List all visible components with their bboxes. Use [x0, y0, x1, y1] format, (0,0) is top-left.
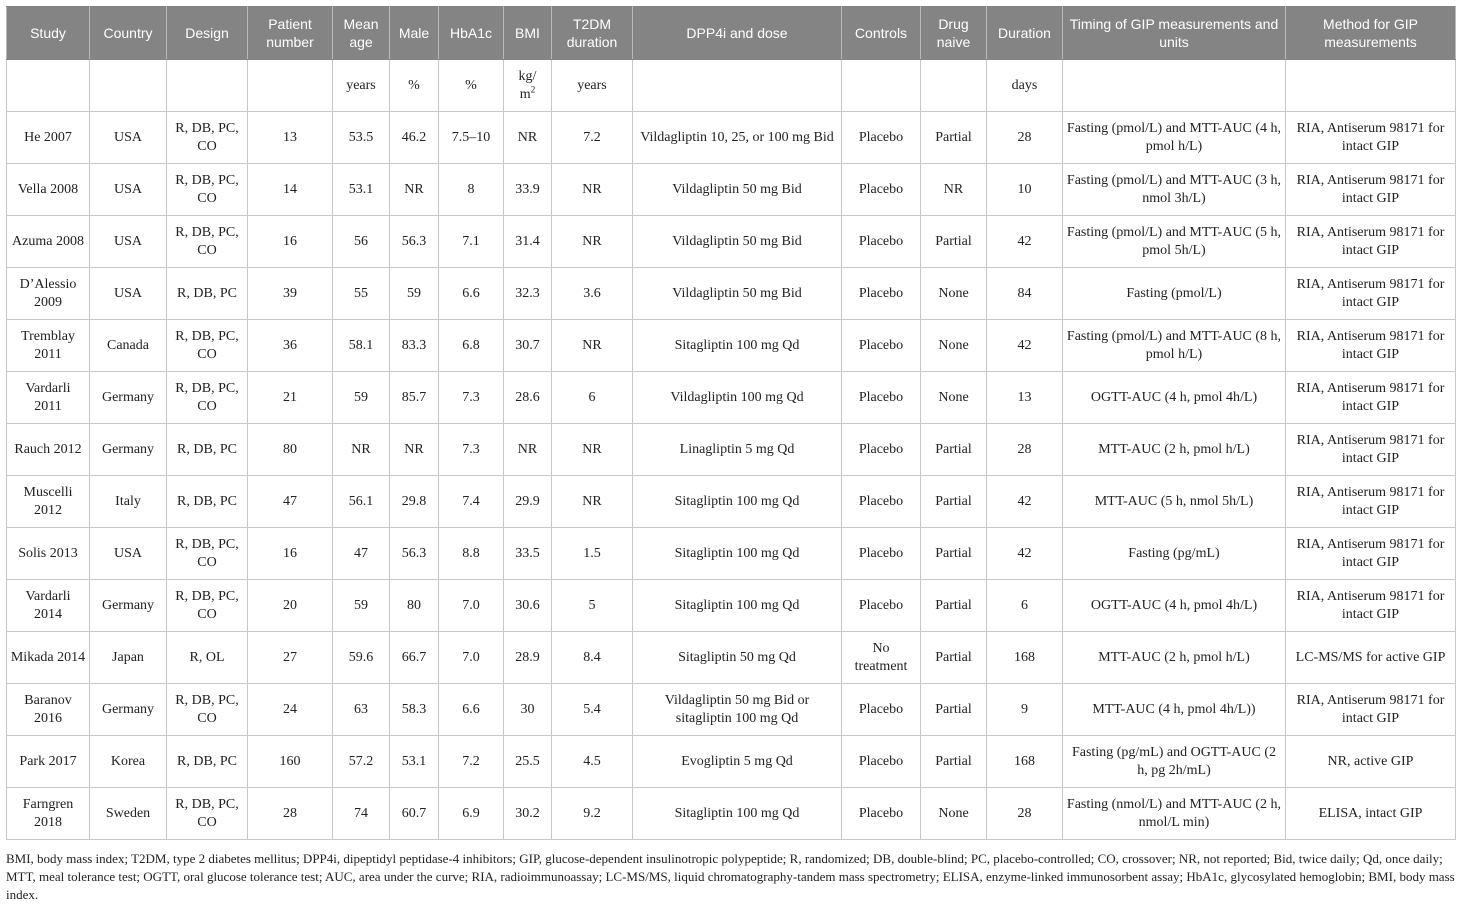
table-cell: 33.9 — [504, 164, 552, 216]
table-cell: MTT-AUC (5 h, nmol 5h/L) — [1063, 476, 1286, 528]
table-cell: 28 — [248, 788, 333, 840]
table-header-row — [7, 7, 1456, 60]
table-cell: R, DB, PC, CO — [167, 684, 248, 736]
table-cell: 13 — [248, 112, 333, 164]
table-cell: 6.8 — [439, 320, 504, 372]
table-cell: RIA, Antiserum 98171 for intact GIP — [1286, 216, 1456, 268]
table-cell: Sitagliptin 50 mg Qd — [633, 632, 842, 684]
table-cell: 25.5 — [504, 736, 552, 788]
table-cell: Placebo — [842, 788, 921, 840]
table-cell: Vildagliptin 50 mg Bid — [633, 268, 842, 320]
table-cell: 7.1 — [439, 216, 504, 268]
units-row — [7, 60, 1456, 112]
table-cell: USA — [90, 216, 167, 268]
table-cell: 20 — [248, 580, 333, 632]
column-header: DPP4i and dose — [633, 7, 842, 60]
units-cell — [842, 60, 921, 112]
table-cell: NR — [552, 476, 633, 528]
table-cell: 28.9 — [504, 632, 552, 684]
table-cell: Sweden — [90, 788, 167, 840]
table-cell: 53.5 — [333, 112, 390, 164]
table-cell: LC-MS/MS for active GIP — [1286, 632, 1456, 684]
table-cell: 10 — [987, 164, 1063, 216]
table-cell: Placebo — [842, 424, 921, 476]
table-cell: Park 2017 — [7, 736, 90, 788]
table-cell: 28 — [987, 424, 1063, 476]
table-cell: Sitagliptin 100 mg Qd — [633, 788, 842, 840]
table-cell: USA — [90, 528, 167, 580]
table-row — [7, 268, 1456, 320]
table-cell: 28 — [987, 788, 1063, 840]
table-cell: RIA, Antiserum 98171 for intact GIP — [1286, 112, 1456, 164]
units-male: % — [390, 60, 439, 112]
column-header: Timing of GIP measurements and units — [1063, 7, 1286, 60]
table-cell: MTT-AUC (4 h, pmol 4h/L)) — [1063, 684, 1286, 736]
table-cell: 6 — [987, 580, 1063, 632]
table-cell: 56 — [333, 216, 390, 268]
table-cell: 30.6 — [504, 580, 552, 632]
table-cell: Sitagliptin 100 mg Qd — [633, 580, 842, 632]
table-cell: Fasting (pmol/L) and MTT-AUC (8 h, pmol h/L) — [1063, 320, 1286, 372]
table-cell: Placebo — [842, 476, 921, 528]
table-cell: Vardarli 2011 — [7, 372, 90, 424]
table-cell: Germany — [90, 580, 167, 632]
units-cell — [1286, 60, 1456, 112]
table-cell: 29.9 — [504, 476, 552, 528]
table-row — [7, 736, 1456, 788]
table-cell: 7.0 — [439, 580, 504, 632]
table-cell: 57.2 — [333, 736, 390, 788]
table-cell: 16 — [248, 528, 333, 580]
table-cell: RIA, Antiserum 98171 for intact GIP — [1286, 164, 1456, 216]
table-cell: Placebo — [842, 684, 921, 736]
table-cell: Farngren 2018 — [7, 788, 90, 840]
table-cell: 6.6 — [439, 684, 504, 736]
table-cell: OGTT-AUC (4 h, pmol 4h/L) — [1063, 372, 1286, 424]
table-cell: MTT-AUC (2 h, pmol h/L) — [1063, 424, 1286, 476]
table-cell: Vildagliptin 10, 25, or 100 mg Bid — [633, 112, 842, 164]
table-row — [7, 424, 1456, 476]
table-cell: Germany — [90, 372, 167, 424]
table-cell: 74 — [333, 788, 390, 840]
table-cell: R, DB, PC — [167, 268, 248, 320]
table-cell: 28 — [987, 112, 1063, 164]
units-bmi-superscript: 2 — [530, 83, 536, 94]
table-cell: Fasting (nmol/L) and MTT-AUC (2 h, nmol/L min) — [1063, 788, 1286, 840]
table-cell: 60.7 — [390, 788, 439, 840]
table-cell: 58.1 — [333, 320, 390, 372]
table-cell: 56.3 — [390, 216, 439, 268]
table-cell: 9 — [987, 684, 1063, 736]
table-cell: Evogliptin 5 mg Qd — [633, 736, 842, 788]
table-cell: He 2007 — [7, 112, 90, 164]
units-bmi-line2: m — [519, 86, 531, 102]
table-cell: Vardarli 2014 — [7, 580, 90, 632]
column-header: Method for GIP measurements — [1286, 7, 1456, 60]
table-cell: 42 — [987, 528, 1063, 580]
units-t2dm: years — [552, 60, 633, 112]
table-cell: 1.5 — [552, 528, 633, 580]
table-cell: NR — [333, 424, 390, 476]
table-cell: Partial — [921, 580, 987, 632]
table-cell: Fasting (pmol/L) and MTT-AUC (4 h, pmol h/L) — [1063, 112, 1286, 164]
table-cell: R, DB, PC — [167, 424, 248, 476]
table-cell: Partial — [921, 632, 987, 684]
table-cell: R, DB, PC — [167, 736, 248, 788]
table-cell: 59 — [390, 268, 439, 320]
table-cell: NR — [552, 216, 633, 268]
table-cell: Partial — [921, 424, 987, 476]
table-cell: 53.1 — [390, 736, 439, 788]
table-cell: 9.2 — [552, 788, 633, 840]
table-cell: Sitagliptin 100 mg Qd — [633, 320, 842, 372]
table-cell: 59 — [333, 580, 390, 632]
column-header: Country — [90, 7, 167, 60]
table-cell: Sitagliptin 100 mg Qd — [633, 528, 842, 580]
table-body — [7, 60, 1456, 840]
table-cell: NR, active GIP — [1286, 736, 1456, 788]
table-row — [7, 216, 1456, 268]
table-cell: 66.7 — [390, 632, 439, 684]
table-cell: Canada — [90, 320, 167, 372]
column-header: Study — [7, 7, 90, 60]
table-cell: Vildagliptin 100 mg Qd — [633, 372, 842, 424]
table-cell: 36 — [248, 320, 333, 372]
units-cell — [1063, 60, 1286, 112]
units-cell — [633, 60, 842, 112]
table-cell: Fasting (pmol/L) and MTT-AUC (3 h, nmol 3h/L) — [1063, 164, 1286, 216]
units-cell — [90, 60, 167, 112]
table-cell: Fasting (pmol/L) and MTT-AUC (5 h, pmol 5h/L) — [1063, 216, 1286, 268]
table-cell: 8 — [439, 164, 504, 216]
table-cell: 7.2 — [439, 736, 504, 788]
units-bmi — [504, 60, 552, 112]
table-cell: Partial — [921, 736, 987, 788]
table-cell: RIA, Antiserum 98171 for intact GIP — [1286, 684, 1456, 736]
table-cell: NR — [390, 424, 439, 476]
table-cell: USA — [90, 164, 167, 216]
table-cell: No treatment — [842, 632, 921, 684]
table-cell: D’Alessio 2009 — [7, 268, 90, 320]
units-cell — [167, 60, 248, 112]
column-header: Drug naive — [921, 7, 987, 60]
table-cell: R, DB, PC, CO — [167, 164, 248, 216]
column-header: BMI — [504, 7, 552, 60]
table-cell: Placebo — [842, 216, 921, 268]
table-cell: 3.6 — [552, 268, 633, 320]
table-cell: 30.7 — [504, 320, 552, 372]
table-cell: R, DB, PC, CO — [167, 216, 248, 268]
units-bmi-base: kg/ — [518, 68, 537, 84]
table-cell: 56.1 — [333, 476, 390, 528]
table-cell: 55 — [333, 268, 390, 320]
table-cell: 53.1 — [333, 164, 390, 216]
table-cell: R, DB, PC — [167, 476, 248, 528]
table-cell: RIA, Antiserum 98171 for intact GIP — [1286, 424, 1456, 476]
table-cell: Japan — [90, 632, 167, 684]
table-cell: 32.3 — [504, 268, 552, 320]
table-cell: Vella 2008 — [7, 164, 90, 216]
table-row — [7, 788, 1456, 840]
table-cell: 29.8 — [390, 476, 439, 528]
table-cell: Fasting (pg/mL) and OGTT-AUC (2 h, pg 2h/mL) — [1063, 736, 1286, 788]
table-cell: RIA, Antiserum 98171 for intact GIP — [1286, 268, 1456, 320]
table-cell: 5 — [552, 580, 633, 632]
table-cell: ELISA, intact GIP — [1286, 788, 1456, 840]
table-cell: Sitagliptin 100 mg Qd — [633, 476, 842, 528]
table-cell: 84 — [987, 268, 1063, 320]
table-cell: None — [921, 788, 987, 840]
table-cell: 6.6 — [439, 268, 504, 320]
table-cell: RIA, Antiserum 98171 for intact GIP — [1286, 320, 1456, 372]
table-cell: OGTT-AUC (4 h, pmol 4h/L) — [1063, 580, 1286, 632]
table-cell: 5.4 — [552, 684, 633, 736]
units-cell — [921, 60, 987, 112]
table-cell: Linagliptin 5 mg Qd — [633, 424, 842, 476]
table-cell: Rauch 2012 — [7, 424, 90, 476]
table-cell: 39 — [248, 268, 333, 320]
table-cell: RIA, Antiserum 98171 for intact GIP — [1286, 372, 1456, 424]
table-cell: 7.4 — [439, 476, 504, 528]
table-cell: 28.6 — [504, 372, 552, 424]
table-cell: Italy — [90, 476, 167, 528]
table-cell: Vildagliptin 50 mg Bid — [633, 216, 842, 268]
table-row — [7, 528, 1456, 580]
table-cell: Placebo — [842, 528, 921, 580]
column-header: Duration — [987, 7, 1063, 60]
table-cell: NR — [504, 424, 552, 476]
table-cell: 80 — [248, 424, 333, 476]
table-cell: 46.2 — [390, 112, 439, 164]
units-duration: days — [987, 60, 1063, 112]
table-cell: Placebo — [842, 320, 921, 372]
table-cell: 30.2 — [504, 788, 552, 840]
column-header: HbA1c — [439, 7, 504, 60]
study-characteristics-table — [6, 6, 1456, 840]
table-cell: 168 — [987, 736, 1063, 788]
table-row — [7, 476, 1456, 528]
table-cell: NR — [390, 164, 439, 216]
table-cell: Partial — [921, 112, 987, 164]
table-cell: 59.6 — [333, 632, 390, 684]
table-cell: R, DB, PC, CO — [167, 580, 248, 632]
table-row — [7, 580, 1456, 632]
table-cell: 56.3 — [390, 528, 439, 580]
table-cell: Vildagliptin 50 mg Bid or sitagliptin 100 mg Qd — [633, 684, 842, 736]
table-cell: 80 — [390, 580, 439, 632]
table-row — [7, 112, 1456, 164]
table-cell: 85.7 — [390, 372, 439, 424]
column-header: Male — [390, 7, 439, 60]
table-cell: 7.2 — [552, 112, 633, 164]
table-cell: Vildagliptin 50 mg Bid — [633, 164, 842, 216]
table-cell: None — [921, 320, 987, 372]
table-row — [7, 164, 1456, 216]
table-cell: 42 — [987, 320, 1063, 372]
table-cell: Germany — [90, 684, 167, 736]
table-cell: 13 — [987, 372, 1063, 424]
table-cell: 14 — [248, 164, 333, 216]
table-cell: 59 — [333, 372, 390, 424]
table-cell: RIA, Antiserum 98171 for intact GIP — [1286, 528, 1456, 580]
column-header: Design — [167, 7, 248, 60]
table-cell: Solis 2013 — [7, 528, 90, 580]
table-cell: USA — [90, 112, 167, 164]
table-cell: R, DB, PC, CO — [167, 112, 248, 164]
table-row — [7, 320, 1456, 372]
table-cell: NR — [504, 112, 552, 164]
table-cell: NR — [552, 424, 633, 476]
table-cell: 7.0 — [439, 632, 504, 684]
table-cell: 31.4 — [504, 216, 552, 268]
table-cell: USA — [90, 268, 167, 320]
table-cell: 6 — [552, 372, 633, 424]
table-cell: R, OL — [167, 632, 248, 684]
table-cell: R, DB, PC, CO — [167, 788, 248, 840]
table-cell: None — [921, 268, 987, 320]
table-cell: Muscelli 2012 — [7, 476, 90, 528]
table-cell: R, DB, PC, CO — [167, 372, 248, 424]
table-cell: RIA, Antiserum 98171 for intact GIP — [1286, 476, 1456, 528]
table-cell: Partial — [921, 528, 987, 580]
table-cell: NR — [552, 320, 633, 372]
table-cell: NR — [921, 164, 987, 216]
table-cell: 47 — [333, 528, 390, 580]
table-cell: NR — [552, 164, 633, 216]
table-cell: Germany — [90, 424, 167, 476]
column-header: Patient number — [248, 7, 333, 60]
table-cell: 42 — [987, 216, 1063, 268]
table-cell: 7.3 — [439, 424, 504, 476]
table-cell: 168 — [987, 632, 1063, 684]
table-cell: MTT-AUC (2 h, pmol h/L) — [1063, 632, 1286, 684]
table-cell: 8.8 — [439, 528, 504, 580]
table-cell: Placebo — [842, 580, 921, 632]
table-cell: 24 — [248, 684, 333, 736]
table-cell: Placebo — [842, 268, 921, 320]
table-cell: Placebo — [842, 112, 921, 164]
table-row — [7, 372, 1456, 424]
column-header: Controls — [842, 7, 921, 60]
table-cell: 6.9 — [439, 788, 504, 840]
table-row — [7, 632, 1456, 684]
table-cell: Fasting (pg/mL) — [1063, 528, 1286, 580]
table-cell: Partial — [921, 684, 987, 736]
column-header: Mean age — [333, 7, 390, 60]
units-cell — [7, 60, 90, 112]
table-cell: 4.5 — [552, 736, 633, 788]
table-cell: None — [921, 372, 987, 424]
table-cell: 42 — [987, 476, 1063, 528]
table-cell: R, DB, PC, CO — [167, 528, 248, 580]
table-cell: Mikada 2014 — [7, 632, 90, 684]
table-cell: Korea — [90, 736, 167, 788]
table-cell: Baranov 2016 — [7, 684, 90, 736]
table-cell: Partial — [921, 216, 987, 268]
column-header: T2DM duration — [552, 7, 633, 60]
table-cell: Placebo — [842, 736, 921, 788]
table-cell: 8.4 — [552, 632, 633, 684]
table-cell: 47 — [248, 476, 333, 528]
table-cell: 58.3 — [390, 684, 439, 736]
study-table-container — [6, 6, 1455, 840]
table-cell: 27 — [248, 632, 333, 684]
table-cell: Placebo — [842, 372, 921, 424]
table-cell: Partial — [921, 476, 987, 528]
table-cell: 63 — [333, 684, 390, 736]
table-cell: 16 — [248, 216, 333, 268]
table-cell: RIA, Antiserum 98171 for intact GIP — [1286, 580, 1456, 632]
table-cell: Tremblay 2011 — [7, 320, 90, 372]
table-cell: 160 — [248, 736, 333, 788]
table-cell: 33.5 — [504, 528, 552, 580]
table-cell: Azuma 2008 — [7, 216, 90, 268]
units-cell — [248, 60, 333, 112]
table-cell: 21 — [248, 372, 333, 424]
table-cell: Fasting (pmol/L) — [1063, 268, 1286, 320]
table-cell: 7.5–10 — [439, 112, 504, 164]
units-age: years — [333, 60, 390, 112]
table-cell: 30 — [504, 684, 552, 736]
table-cell: 83.3 — [390, 320, 439, 372]
units-hba1c: % — [439, 60, 504, 112]
table-row — [7, 684, 1456, 736]
table-cell: R, DB, PC, CO — [167, 320, 248, 372]
table-cell: Placebo — [842, 164, 921, 216]
table-footnote: BMI, body mass index; T2DM, type 2 diabetes mellitus; DPP4i, dipeptidyl peptidase-4 inhibitors; GIP, glucose-dependent insulinotropic polypeptide; R, randomized; DB, double-blind; PC, placebo-controlled; CO, crossover; NR, not reported; Bid, twice daily; Qd, once daily; MTT, meal tolerance test; OGTT, oral glucose tolerance test; AUC, area under the curve; RIA, radioimmunoassay; LC-MS/MS, liquid chromatography-tandem mass spectrometry; ELISA, enzyme-linked immunosorbent assay; HbA1c, glycosylated hemoglobin; BMI, body mass index. — [6, 851, 1455, 902]
table-cell: 7.3 — [439, 372, 504, 424]
